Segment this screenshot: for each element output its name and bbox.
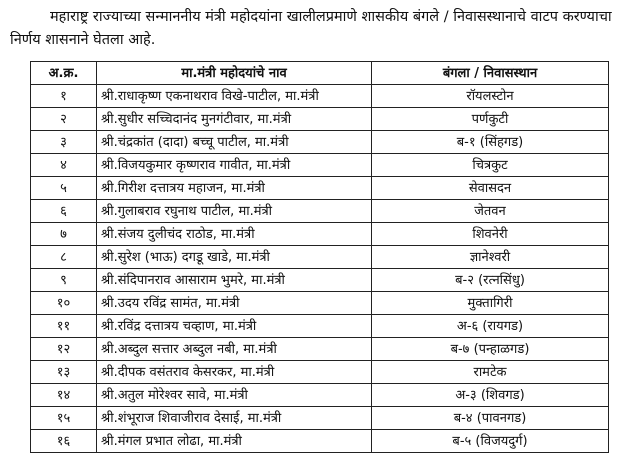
bungalow-cell: ब-५ (विजयदुर्ग) bbox=[372, 430, 609, 453]
table-row bbox=[31, 223, 609, 246]
serial-no-cell: १२ bbox=[31, 338, 97, 361]
bungalow-cell: जेतवन bbox=[372, 200, 609, 223]
minister-name-cell: श्री.रविंद्र दत्तात्रय चव्हाण, मा.मंत्री bbox=[97, 315, 372, 338]
minister-name-cell: श्री.दीपक वसंतराव केसरकर, मा.मंत्री bbox=[97, 361, 372, 384]
minister-name-cell: श्री.राधाकृष्ण एकनाथराव विखे-पाटील, मा.मंत्री bbox=[97, 85, 372, 108]
table-row bbox=[31, 85, 609, 108]
minister-name-cell: श्री.मंगल प्रभात लोढा, मा.मंत्री bbox=[97, 430, 372, 453]
bungalow-cell: रामटेक bbox=[372, 361, 609, 384]
serial-no-cell: ४ bbox=[31, 154, 97, 177]
header-minister-name: मा.मंत्री महोदयांचे नाव bbox=[97, 62, 372, 85]
bungalow-cell: अ-३ (शिवगड) bbox=[372, 384, 609, 407]
serial-no-cell: १५ bbox=[31, 407, 97, 430]
minister-name-cell: श्री.सुधीर सच्चिदानंद मुनगंटीवार, मा.मंत्री bbox=[97, 108, 372, 131]
table-row bbox=[31, 269, 609, 292]
table-row bbox=[31, 292, 609, 315]
minister-name-cell: श्री.गुलाबराव रघुनाथ पाटील, मा.मंत्री bbox=[97, 200, 372, 223]
minister-name-cell: श्री.अतुल मोरेश्वर सावे, मा.मंत्री bbox=[97, 384, 372, 407]
minister-name-cell: श्री.शंभूराज शिवाजीराव देसाई, मा.मंत्री bbox=[97, 407, 372, 430]
minister-name-cell: श्री.अब्दुल सत्तार अब्दुल नबी, मा.मंत्री bbox=[97, 338, 372, 361]
table-row bbox=[31, 407, 609, 430]
serial-no-cell: ६ bbox=[31, 200, 97, 223]
bungalow-cell: चित्रकुट bbox=[372, 154, 609, 177]
table-row bbox=[31, 384, 609, 407]
minister-name-cell: श्री.विजयकुमार कृष्णराव गावीत, मा.मंत्री bbox=[97, 154, 372, 177]
bungalow-cell: ब-४ (पावनगड) bbox=[372, 407, 609, 430]
bungalow-cell: पर्णकुटी bbox=[372, 108, 609, 131]
serial-no-cell: ७ bbox=[31, 223, 97, 246]
table-row bbox=[31, 200, 609, 223]
serial-no-cell: १० bbox=[31, 292, 97, 315]
serial-no-cell: ५ bbox=[31, 177, 97, 200]
table-row bbox=[31, 430, 609, 453]
table-row bbox=[31, 154, 609, 177]
minister-name-cell: श्री.गिरीश दत्तात्रय महाजन, मा.मंत्री bbox=[97, 177, 372, 200]
table-row bbox=[31, 361, 609, 384]
minister-name-cell: श्री.संजय दुलीचंद राठोड, मा.मंत्री bbox=[97, 223, 372, 246]
minister-name-cell: श्री.उदय रविंद्र सामंत, मा.मंत्री bbox=[97, 292, 372, 315]
intro-paragraph: महाराष्ट्र राज्याच्या सन्माननीय मंत्री महोदयांना खालीलप्रमाणे शासकीय बंगले / निवासस्थानाचे वाटप करण्याचा निर्णय शासनाने घेतला आहे. bbox=[10, 9, 612, 48]
serial-no-cell: ३ bbox=[31, 131, 97, 154]
bungalow-allotment-table bbox=[30, 61, 609, 453]
bungalow-cell: शिवनेरी bbox=[372, 223, 609, 246]
serial-no-cell: १ bbox=[31, 85, 97, 108]
table-row bbox=[31, 338, 609, 361]
table-row bbox=[31, 177, 609, 200]
bungalow-cell: ज्ञानेश्वरी bbox=[372, 246, 609, 269]
table-header-row bbox=[31, 62, 609, 85]
table-body bbox=[31, 85, 609, 453]
table-row bbox=[31, 108, 609, 131]
bungalow-cell: रॉयलस्टोन bbox=[372, 85, 609, 108]
table-row bbox=[31, 315, 609, 338]
serial-no-cell: ९ bbox=[31, 269, 97, 292]
serial-no-cell: १४ bbox=[31, 384, 97, 407]
serial-no-cell: ८ bbox=[31, 246, 97, 269]
minister-name-cell: श्री.सुरेश (भाऊ) दगडू खाडे, मा.मंत्री bbox=[97, 246, 372, 269]
serial-no-cell: ११ bbox=[31, 315, 97, 338]
minister-name-cell: श्री.चंद्रकांत (दादा) बच्चू पाटील, मा.मंत्री bbox=[97, 131, 372, 154]
bungalow-cell: सेवासदन bbox=[372, 177, 609, 200]
serial-no-cell: २ bbox=[31, 108, 97, 131]
table-row bbox=[31, 131, 609, 154]
serial-no-cell: १६ bbox=[31, 430, 97, 453]
bungalow-cell: मुक्तागिरी bbox=[372, 292, 609, 315]
bungalow-cell: ब-७ (पन्हाळगड) bbox=[372, 338, 609, 361]
bungalow-cell: अ-६ (रायगड) bbox=[372, 315, 609, 338]
minister-name-cell: श्री.संदिपानराव आसाराम भुमरे, मा.मंत्री bbox=[97, 269, 372, 292]
header-serial-no: अ.क्र. bbox=[31, 62, 97, 85]
header-bungalow: बंगला / निवासस्थान bbox=[372, 62, 609, 85]
bungalow-cell: ब-१ (सिंहगड) bbox=[372, 131, 609, 154]
serial-no-cell: १३ bbox=[31, 361, 97, 384]
table-row bbox=[31, 246, 609, 269]
bungalow-cell: ब-२ (रत्नसिंधु) bbox=[372, 269, 609, 292]
